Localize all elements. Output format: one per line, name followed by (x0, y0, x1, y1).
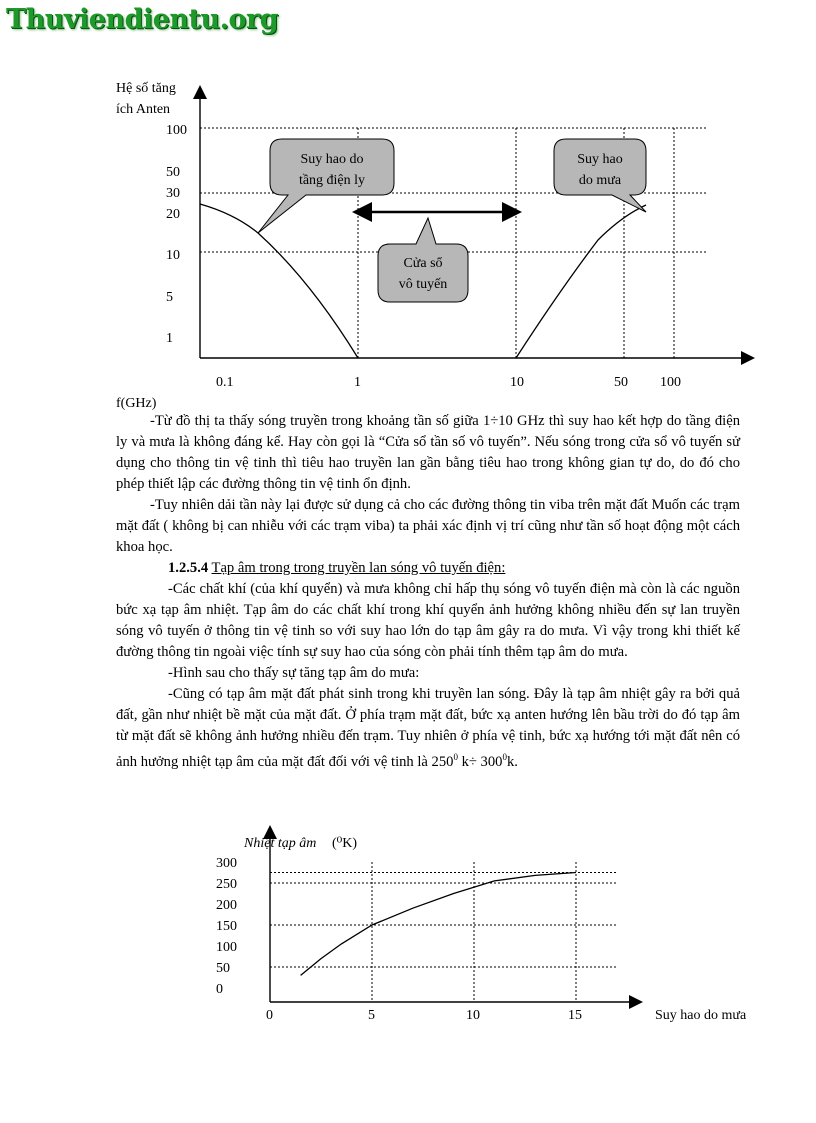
chart-y-unit: (⁰K) (332, 836, 358, 851)
chart-x-tick-10: 10 (466, 1008, 480, 1023)
y-tick-1: 1 (166, 331, 173, 346)
y-tick-10: 10 (166, 248, 180, 263)
body-text (116, 411, 740, 773)
noise-temperature-curve (301, 873, 576, 976)
y-tick-20: 20 (166, 207, 180, 222)
callout-rain-line2: do mưa (578, 173, 622, 188)
section-heading (116, 558, 740, 579)
paragraph-5-text: -Cũng có tạp âm mặt đất phát sinh trong khi truyền lan sóng. Đây là tạp âm nhiệt gây ra bởi quả đất, gần như nhiệt bề mặt của mặt đất. Ở phía trạm mặt đất, bức xạ anten hướng lên bầu trời do đó tạp âm từ mặt đất sẽ không ảnh hưởng nhiều đến trạm. Tuy nhiên ở phía vệ tinh, bức xạ hướng tới mặt đất nên có ảnh hưởng nhiệt tạp âm của mặt đất đối với vệ tinh là 250 (116, 686, 740, 770)
x-tick-10: 10 (510, 375, 524, 390)
superscript-1: 0 (453, 752, 458, 762)
chart-y-tick-200: 200 (216, 898, 237, 913)
chart-x-tick-0: 0 (266, 1008, 273, 1023)
paragraph-1: -Từ đồ thị ta thấy sóng truyền trong khoảng tần số giữa 1÷10 GHz thì suy hao kết hợp do tầng điện ly và mưa là không đáng kể. Hay còn gọi là “Cửa sổ tần số vô tuyến”. Nếu sóng trong cửa sổ vô tuyến sử dụng cho thông tin vệ tinh thì tiêu hao truyền lan gần bằng tiêu hao trong không gian tự do, do đó cho phép thiết lập các đường thông tin vệ tinh ổn định. (116, 413, 740, 492)
x-tick-50: 50 (614, 375, 628, 390)
paragraph-4: -Hình sau cho thấy sự tăng tạp âm do mưa: (168, 665, 420, 681)
chart-y-tick-100: 100 (216, 940, 237, 955)
callout-radio-window (378, 218, 468, 302)
section-title: Tạp âm trong trong truyền lan sóng vô tuyến điện: (211, 560, 506, 576)
y-axis-title-line2: ích Anten (116, 102, 171, 117)
callout-rain (554, 139, 646, 212)
callout-rain-line1: Suy hao (577, 152, 623, 167)
ionosphere-loss-curve (200, 204, 358, 358)
paragraph-5-mid: k÷ 300 (457, 754, 503, 770)
chart-y-tick-50: 50 (216, 961, 230, 976)
paragraph-3: -Các chất khí (của khí quyển) và mưa không chỉ hấp thụ sóng vô tuyến điện mà còn là các nguồn bức xạ tạp âm nhiệt. Tạp âm do các chất khí trong khí quyển ảnh hưởng không nhiều đến sự lan truyền sóng vô tuyến ở thông tin vệ tinh so với suy hao lớn do tạp âm gây ra do mưa. Vì vậy trong khi thiết kế đường thông tin ngoài việc tính sự suy hao của sóng còn phải tính thêm tạp âm do mưa. (116, 581, 740, 660)
y-tick-30: 30 (166, 186, 180, 201)
section-number: 1.2.5.4 (168, 560, 209, 576)
paragraph-5-end: k. (506, 754, 518, 770)
x-tick-100: 100 (660, 375, 681, 390)
chart-x-ticks (266, 1008, 582, 1023)
rain-loss-curve (516, 205, 646, 358)
y-tick-100: 100 (166, 123, 187, 138)
chart-y-tick-0: 0 (216, 982, 223, 997)
chart-y-ticks (216, 856, 237, 997)
x-tick-1: 1 (354, 375, 361, 390)
figure-antenna-gain (0, 0, 816, 420)
y-axis-title-line1: Hệ số tăng (116, 81, 176, 96)
callout-radio-window-line2: vô tuyến (398, 277, 448, 292)
callout-radio-window-line1: Cửa sổ (403, 256, 443, 271)
paragraph-2: -Tuy nhiên dải tần này lại được sử dụng cả cho các đường thông tin viba trên mặt đất Muốn các trạm mặt đất ( không bị can nhiễu với các trạm viba) ta phải xác định vị trí cũng như tần số hoạt động một cách khoa học. (116, 497, 740, 555)
callout-ionosphere (258, 139, 394, 233)
y-tick-50: 50 (166, 165, 180, 180)
x-tick-0.1: 0.1 (216, 375, 234, 390)
chart-grid (270, 862, 617, 1002)
y-tick-5: 5 (166, 290, 173, 305)
chart-y-tick-300: 300 (216, 856, 237, 871)
paragraph-5 (116, 684, 740, 773)
chart-y-title: Nhiệt tạp âm (244, 836, 317, 851)
callout-ionosphere-line1: Suy hao do (300, 152, 364, 167)
chart-y-tick-250: 250 (216, 877, 237, 892)
chart-x-tick-5: 5 (368, 1008, 375, 1023)
callout-ionosphere-line2: tầng điện ly (298, 173, 366, 188)
superscript-2: 0 (502, 752, 507, 762)
site-logo: Thuviendientu.org (6, 4, 279, 35)
chart-y-tick-150: 150 (216, 919, 237, 934)
x-axis-title: f(GHz) (116, 396, 157, 411)
chart-x-tick-15: 15 (568, 1008, 582, 1023)
chart-x-title: Suy hao do mưa (655, 1008, 747, 1023)
